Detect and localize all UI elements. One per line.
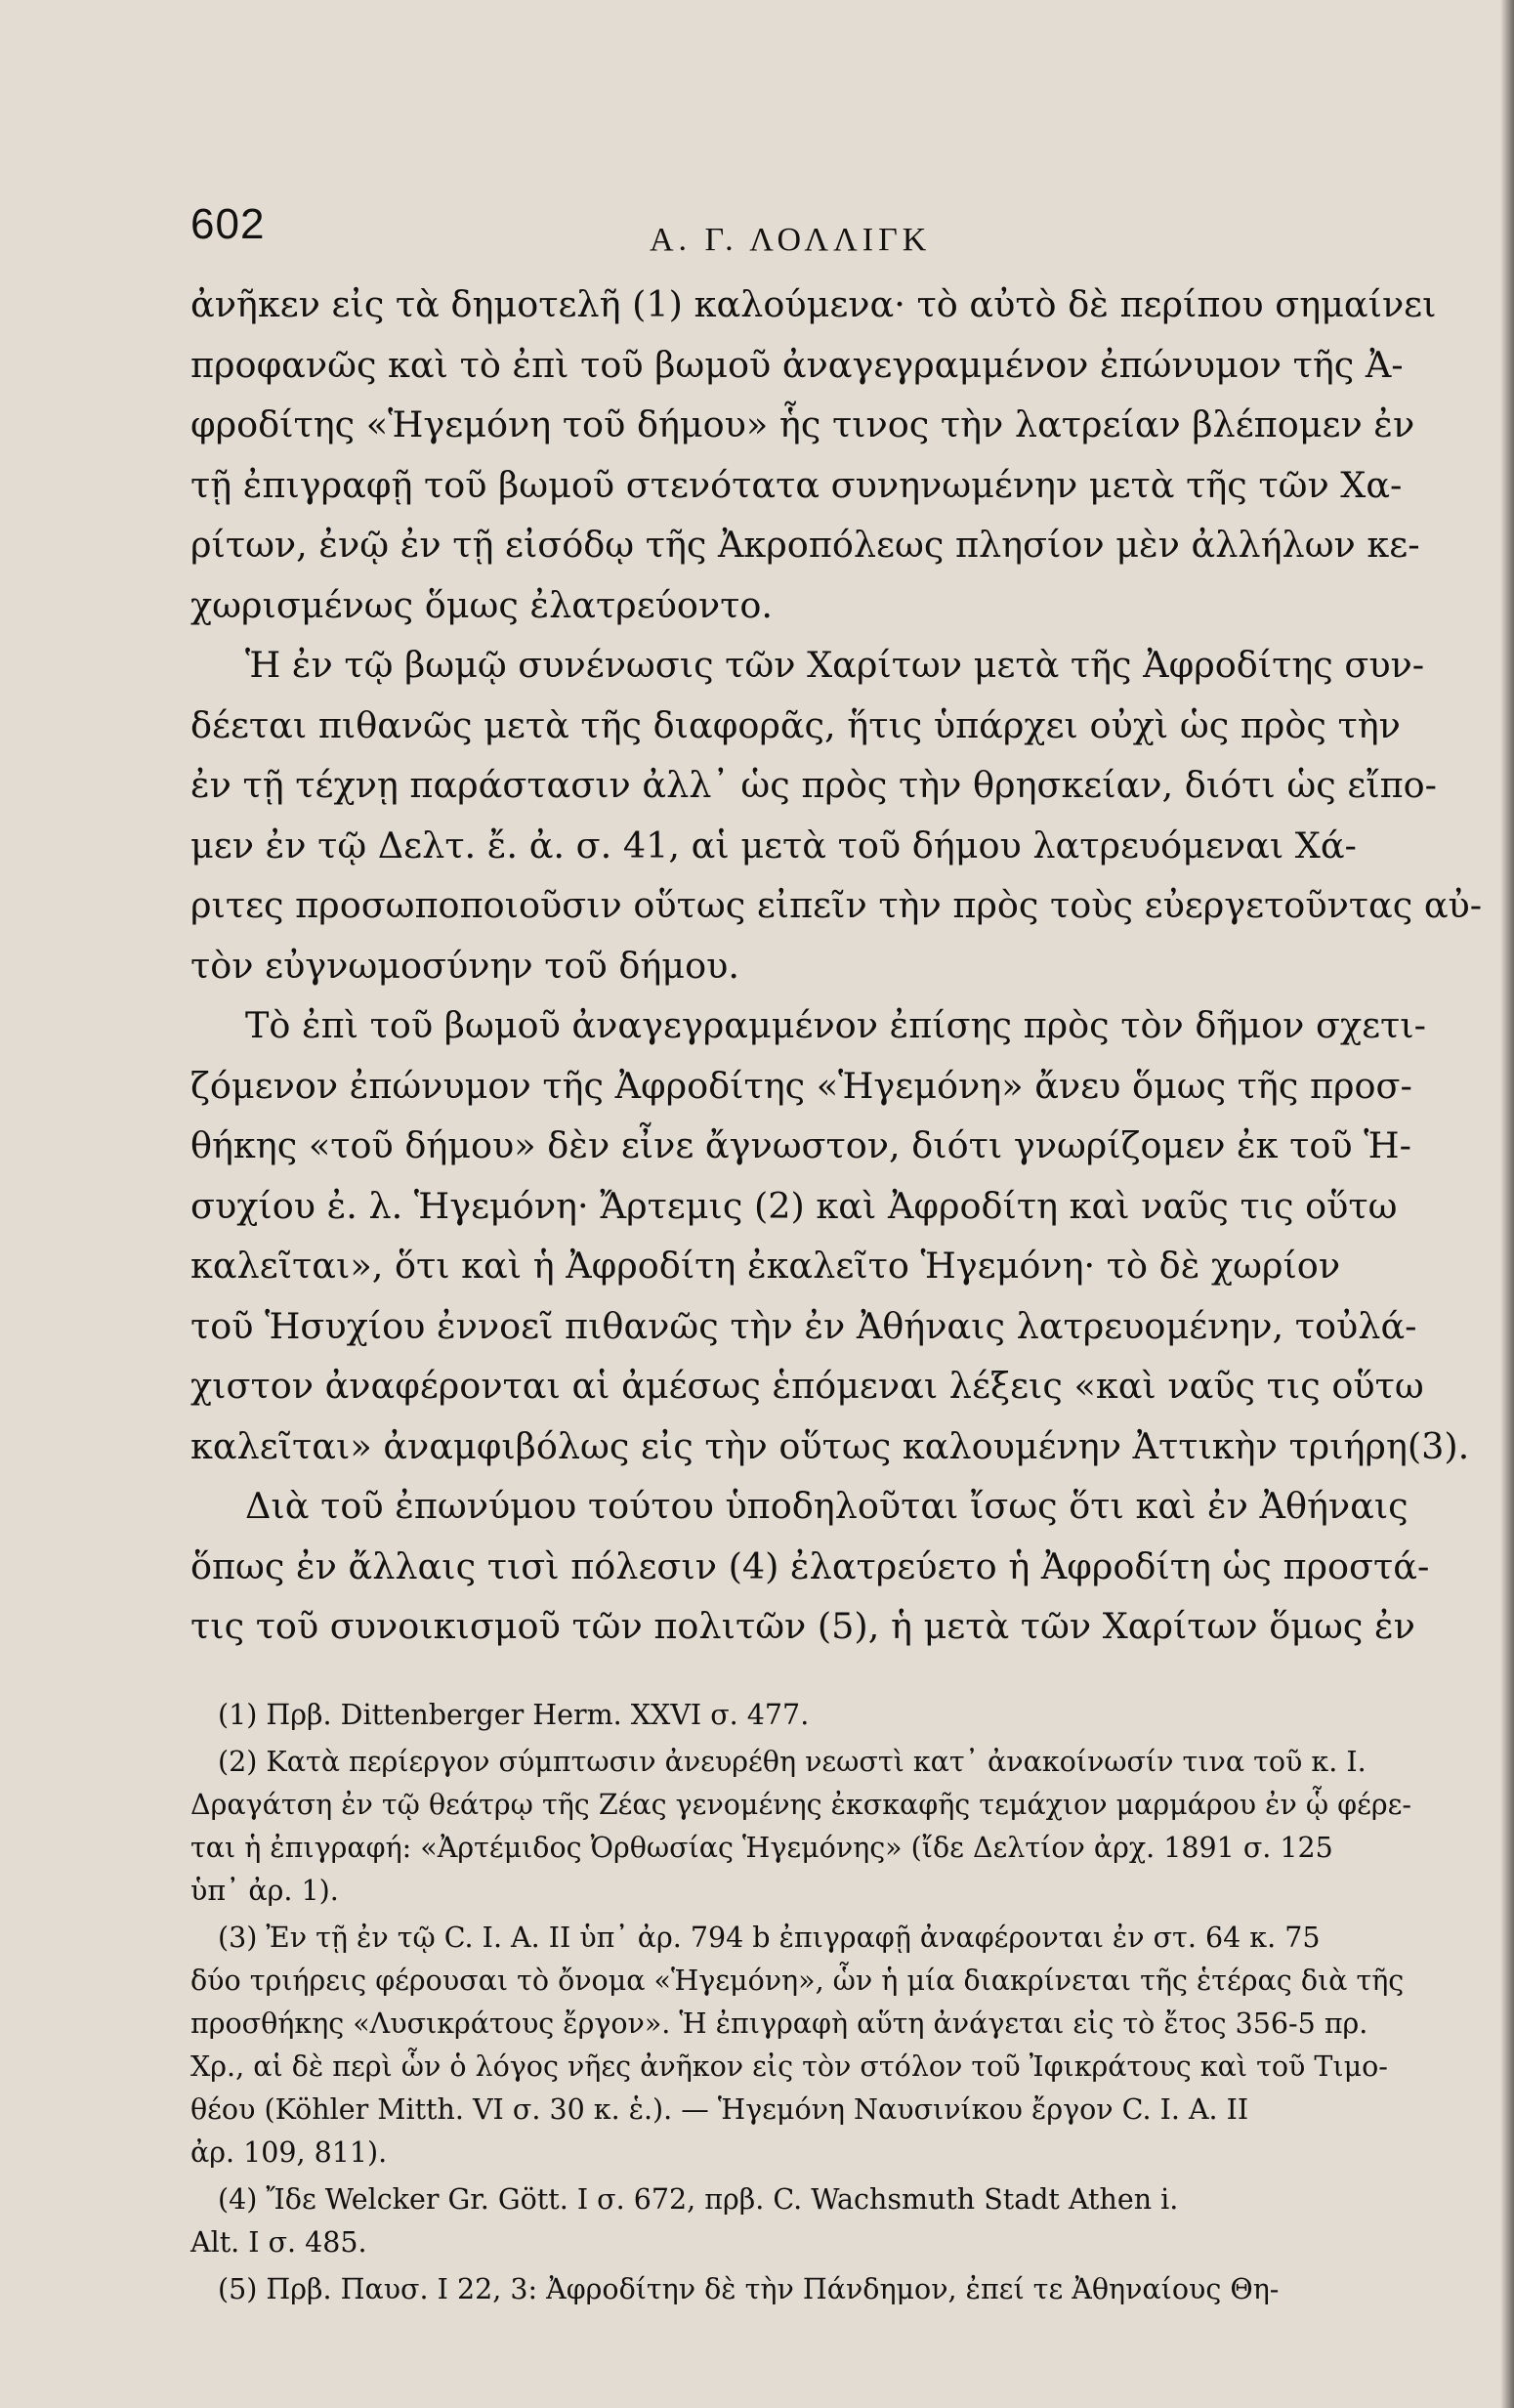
text-line: Διὰ τοῦ ἐπωνύμου τούτου ὑποδηλοῦται ἴσως ὅτι καὶ ἐν Ἀθήναις bbox=[245, 1485, 1409, 1527]
text-line: καλεῖται» ἀναμφιβόλως εἰς τὴν οὕτως καλουμένην Ἀττικὴν τριήρη(3). bbox=[190, 1424, 1470, 1467]
running-head: Α. Γ. ΛΟΛΛΙΓΚ bbox=[650, 222, 932, 258]
text-line: συχίου ἐ. λ. Ἡγεμόνη· Ἄρτεμις (2) καὶ Ἀφροδίτη καὶ ναῦς τις οὕτω bbox=[190, 1184, 1398, 1227]
footnotes bbox=[190, 1694, 1412, 2311]
footnote-line: (4) Ἴδε Welcker Gr. Gött. I σ. 672, πρβ. C. Wachsmuth Stadt Athen i. bbox=[218, 2182, 1179, 2216]
text-line: ριτες προσωποποιοῦσιν οὕτως εἰπεῖν τὴν πρὸς τοὺς εὐεργετοῦντας αὐ- bbox=[190, 884, 1483, 926]
footnote-line: (5) Πρβ. Παυσ. I 22, 3: Ἀφροδίτην δὲ τὴν Πάνδημον, ἐπεί τε Ἀθηναίους Θη- bbox=[218, 2272, 1280, 2305]
footnote-line: (1) Πρβ. Dittenberger Herm. XXVI σ. 477. bbox=[218, 1698, 810, 1731]
text-line: ἀνῆκεν εἰς τὰ δημοτελῆ (1) καλούμενα· τὸ αὐτὸ δὲ περίπου σημαίνει bbox=[190, 283, 1437, 325]
footnote-line: Δραγάτση ἐν τῷ θεάτρῳ τῆς Ζέας γενομένης ἐκσκαφῆς τεμάχιον μαρμάρου ἐν ᾧ φέρε- bbox=[190, 1788, 1412, 1821]
text-line: ζόμενον ἐπώνυμον τῆς Ἀφροδίτης «Ἡγεμόνη» ἄνευ ὅμως τῆς προσ- bbox=[190, 1064, 1412, 1107]
footnote-line: ὑπ᾽ ἀρ. 1). bbox=[190, 1874, 339, 1907]
text-line: τις τοῦ συνοικισμοῦ τῶν πολιτῶν (5), ἡ μετὰ τῶν Χαρίτων ὅμως ἐν bbox=[190, 1605, 1415, 1647]
text-line: δέεται πιθανῶς μετὰ τῆς διαφορᾶς, ἥτις ὑπάρχει οὐχὶ ὡς πρὸς τὴν bbox=[190, 703, 1401, 746]
text-line: χιστον ἀναφέρονται αἱ ἀμέσως ἑπόμεναι λέξεις «καὶ ναῦς τις οὕτω bbox=[190, 1365, 1424, 1407]
paragraph bbox=[190, 995, 1470, 1476]
footnote-line: προσθήκης «Λυσικράτους ἔργον». Ἡ ἐπιγραφὴ αὕτη ἀνάγεται εἰς τὸ ἔτος 356-5 πρ. bbox=[190, 2007, 1368, 2040]
text-line: ὅπως ἐν ἄλλαις τισὶ πόλεσιν (4) ἐλατρεύετο ἡ Ἀφροδίτη ὡς προστά- bbox=[190, 1544, 1430, 1587]
text-line: τῇ ἐπιγραφῇ τοῦ βωμοῦ στενότατα συνηνωμένην μετὰ τῆς τῶν Χα- bbox=[190, 463, 1403, 506]
page-edge-shadow bbox=[1500, 0, 1514, 2408]
footnote-line: δύο τριήρεις φέρουσαι τὸ ὄνομα «Ἡγεμόνη», ὧν ἡ μία διακρίνεται τῆς ἑτέρας διὰ τῆς bbox=[190, 1964, 1405, 1997]
footnote bbox=[190, 1917, 1405, 2175]
text-line: προφανῶς καὶ τὸ ἐπὶ τοῦ βωμοῦ ἀναγεγραμμένον ἐπώνυμον τῆς Ἀ- bbox=[190, 343, 1404, 386]
footnote-line: ἀρ. 109, 811). bbox=[190, 2135, 388, 2169]
footnote-line: θέου (Köhler Mitth. VI σ. 30 κ. ἑ.). — Ἡγεμόνη Ναυσινίκου ἔργον C. I. A. II bbox=[190, 2092, 1249, 2126]
paragraph bbox=[190, 1476, 1430, 1657]
text-line: θήκης «τοῦ δήμου» δὲν εἶνε ἄγνωστον, διότι γνωρίζομεν ἐκ τοῦ Ἡ- bbox=[190, 1124, 1411, 1166]
footnote-line: (2) Κατὰ περίεργον σύμπτωσιν ἀνευρέθη νεωστὶ κατ᾽ ἀνακοίνωσίν τινα τοῦ κ. Ι. bbox=[218, 1745, 1367, 1778]
text-line: φροδίτης «Ἡγεμόνη τοῦ δήμου» ἧς τινος τὴν λατρείαν βλέπομεν ἐν bbox=[190, 403, 1415, 445]
text-line: χωρισμένως ὅμως ἐλατρεύοντο. bbox=[190, 583, 774, 626]
footnote bbox=[190, 1741, 1412, 1913]
footnote bbox=[190, 1694, 1377, 1737]
text-line: τὸν εὐγνωμοσύνην τοῦ δήμου. bbox=[190, 944, 739, 987]
text-line: Ἡ ἐν τῷ βωμῷ συνένωσις τῶν Χαρίτων μετὰ τῆς Ἀφροδίτης συν- bbox=[245, 644, 1425, 686]
text-line: τοῦ Ἡσυχίου ἐννοεῖ πιθανῶς τὴν ἐν Ἀθήναις λατρευομένην, τοὐλά- bbox=[190, 1304, 1417, 1347]
text-line: Τὸ ἐπὶ τοῦ βωμοῦ ἀναγεγραμμένον ἐπίσης πρὸς τὸν δῆμον σχετι- bbox=[245, 1004, 1426, 1046]
text-line: ἐν τῇ τέχνῃ παράστασιν ἀλλ᾽ ὡς πρὸς τὴν θρησκείαν, διότι ὡς εἴπο- bbox=[190, 764, 1438, 806]
footnote bbox=[190, 2268, 1377, 2311]
body-text bbox=[190, 275, 1483, 1657]
footnote bbox=[190, 2178, 1377, 2264]
paragraph bbox=[190, 275, 1437, 635]
footnote-line: ται ἡ ἐπιγραφή: «Ἀρτέμιδος Ὀρθωσίας Ἡγεμόνης» (ἴδε Δελτίον ἀρχ. 1891 σ. 125 bbox=[190, 1831, 1333, 1864]
page-header bbox=[190, 200, 1377, 269]
page-number: 602 bbox=[190, 200, 266, 248]
text-line: ρίτων, ἐνῷ ἐν τῇ εἰσόδῳ τῆς Ἀκροπόλεως πλησίον μὲν ἀλλήλων κε- bbox=[190, 524, 1420, 566]
footnote-line: Χρ., αἱ δὲ περὶ ὧν ὁ λόγος νῆες ἀνῆκον εἰς τὸν στόλον τοῦ Ἰφικράτους καὶ τοῦ Τιμο- bbox=[190, 2049, 1388, 2083]
footnote-line: (3) Ἐν τῇ ἐν τῷ C. I. A. II ὑπ᾽ ἀρ. 794 b ἐπιγραφῇ ἀναφέρονται ἐν στ. 64 κ. 75 bbox=[218, 1921, 1321, 1954]
book-page bbox=[190, 200, 1483, 2315]
footnote-line: Alt. I σ. 485. bbox=[190, 2225, 367, 2259]
paragraph bbox=[190, 635, 1483, 995]
text-line: καλεῖται», ὅτι καὶ ἡ Ἀφροδίτη ἐκαλεῖτο Ἡγεμόνη· τὸ δὲ χωρίον bbox=[190, 1245, 1341, 1287]
text-line: μεν ἐν τῷ Δελτ. ἔ. ἀ. σ. 41, αἱ μετὰ τοῦ δήμου λατρευόμεναι Χά- bbox=[190, 824, 1357, 866]
